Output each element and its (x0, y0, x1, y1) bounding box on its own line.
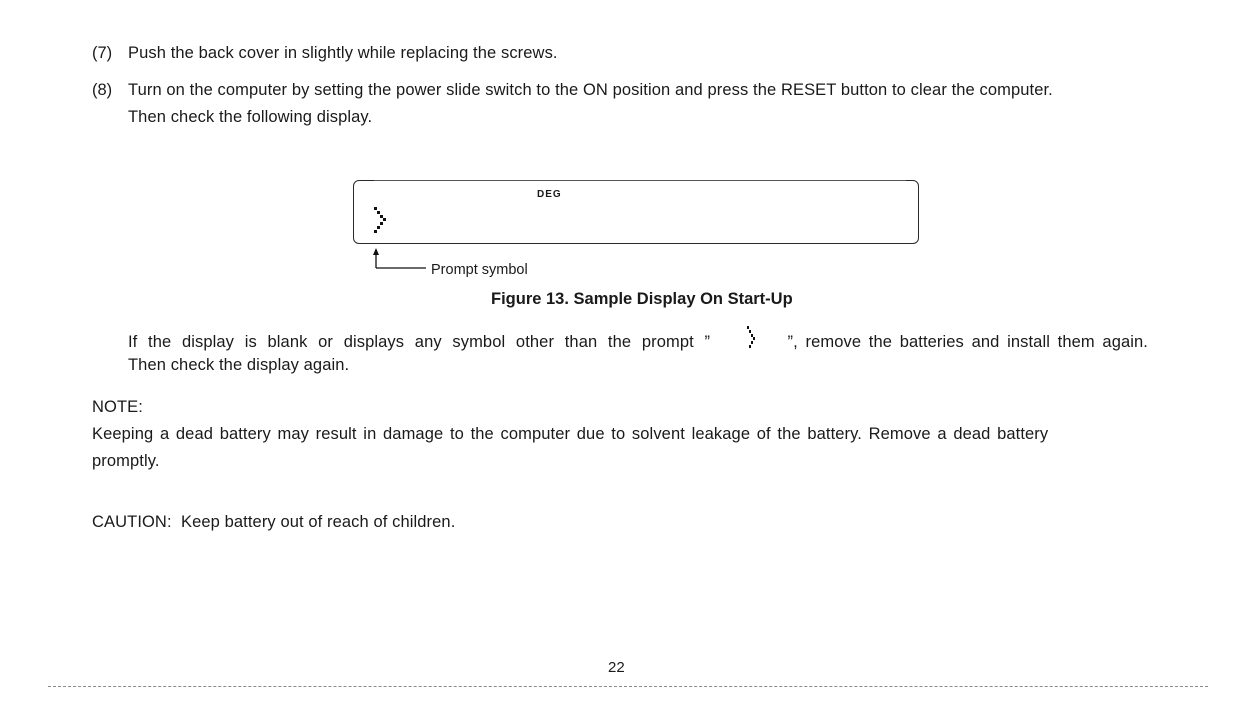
bottom-scan-rule (48, 686, 1208, 687)
caution-text: CAUTION: Keep battery out of reach of children. (92, 513, 456, 531)
blank-note-text-after: ”, remove the batteries and install them again. (787, 333, 1148, 351)
lcd-deg-indicator: DEG (537, 189, 562, 200)
page-number: 22 (608, 659, 625, 676)
note-heading: NOTE: (92, 398, 143, 416)
blank-note-line-1 (128, 329, 1148, 352)
inline-prompt-symbol-icon (731, 329, 767, 347)
prompt-symbol-label: Prompt symbol (431, 262, 528, 278)
lcd-display-frame (353, 180, 919, 244)
blank-note-line-2: Then check the display again. (128, 356, 350, 374)
pointer-arrow-icon (370, 246, 430, 274)
figure-caption: Figure 13. Sample Display On Start-Up (491, 290, 793, 308)
step-8-text-line-2: Then check the following display. (128, 108, 373, 126)
note-line-1: Keeping a dead battery may result in damage to the computer due to solvent leakage of the battery. Remove a dead battery (92, 425, 1049, 443)
step-7-text: Push the back cover in slightly while replacing the screws. (128, 44, 558, 62)
step-8-number: (8) (92, 81, 113, 99)
lcd-display-top-edge (374, 180, 906, 181)
step-7-number: (7) (92, 44, 113, 62)
note-line-2: promptly. (92, 452, 160, 470)
step-8-text-line-1: Turn on the computer by setting the power slide switch to the ON position and press the RESET button to clear the computer. (128, 81, 1053, 99)
blank-note-text-before: If the display is blank or displays any symbol other than the prompt ” (128, 333, 711, 351)
